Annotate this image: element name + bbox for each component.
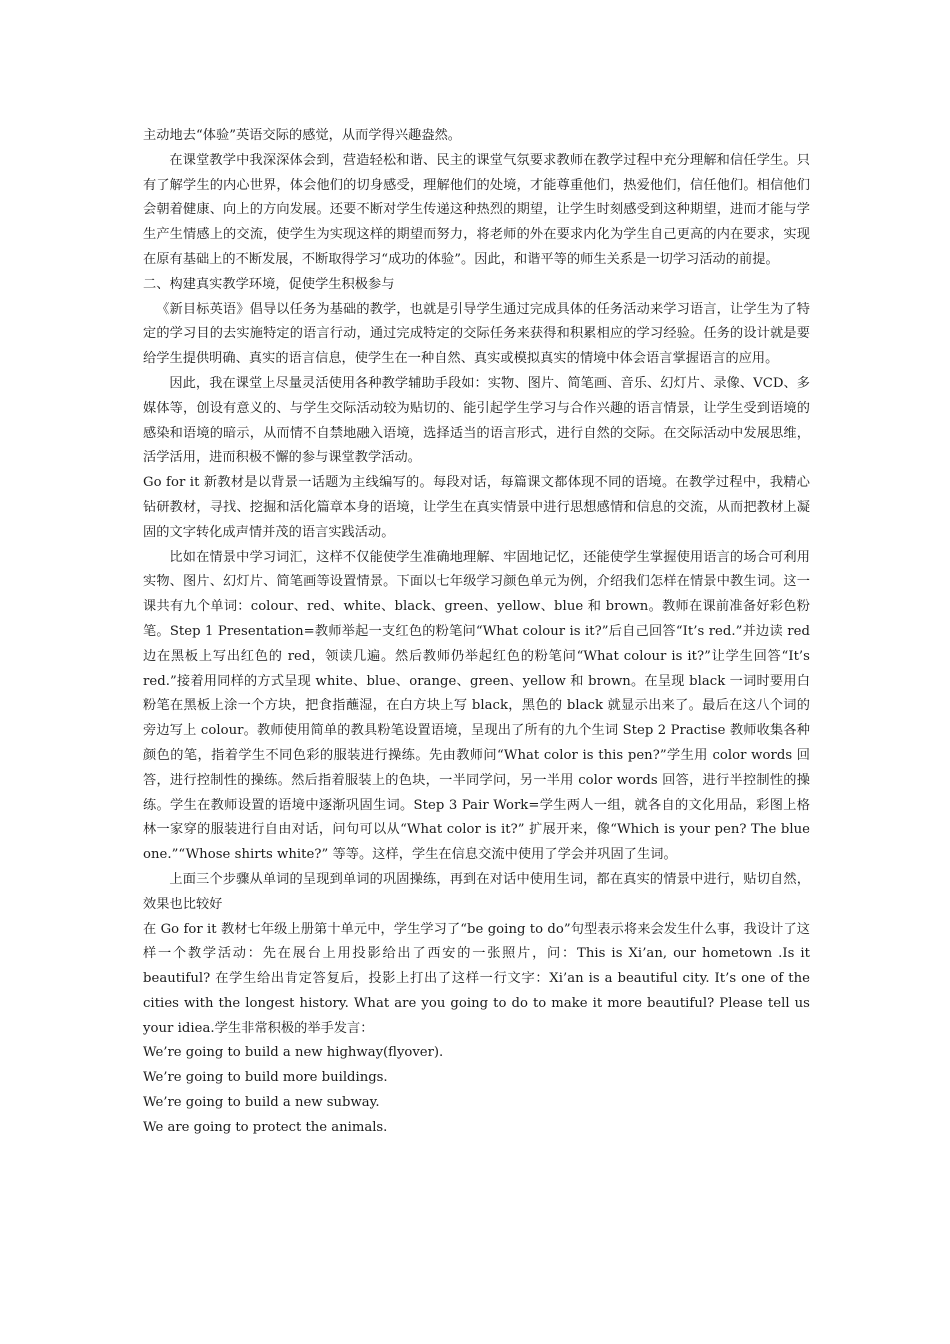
student-response: We’re going to build a new highway(flyover). (143, 1045, 444, 1061)
student-response: We’re going to build a new subway. (143, 1095, 380, 1111)
section-heading-two: 二、构建真实教学环境，促使学生积极参与 (143, 276, 395, 292)
student-response: We are going to protect the animals. (143, 1119, 388, 1135)
paragraph-task-based: 《新目标英语》倡导以任务为基础的教学，也就是引导学生通过完成具体的任务活动来学习语言，让学生为了特定的学习目的去实施特定的语言行动，通过完成特定的交际任务来获得和积累相应的学习经验。任务的设计就是要给学生提供明确、真实的语言信息，使学生在一种自然、真实或模拟真实的情境中体会语言掌握语言的应用。 (143, 301, 810, 367)
paragraph-go-for-it: Go for it 新教材是以背景一话题为主线编写的。每段对话，每篇课文都体现不同的语境。在教学过程中，我精心钻研教材，寻找、挖掘和活化篇章本身的语境，让学生在真实情景中进行思想感情和信息的交流，从而把教材上凝固的文字转化成声情并茂的语言实践活动。 (143, 475, 810, 540)
paragraph-be-going-to: 在 Go for it 教材七年级上册第十单元中，学生学习了“be going to do”句型表示将来会发生什么事，我设计了这样一个教学活动：先在展台上用投影给出了西安的一张照片，问：This is Xi’an, our hometown .Is it beautiful? 在学生给出肯定答复后，投影上打出了这样一行文字：Xi’an is a beautiful city. It’s one of the cities with the longest history. What are you going to do to make it more beautiful? Please tell us your idiea.学生非常积极的举手发言： (143, 921, 810, 1036)
paragraph-teaching-aids: 因此，我在课堂上尽量灵活使用各种教学辅助手段如：实物、图片、简笔画、音乐、幻灯片、录像、VCD、多媒体等，创设有意义的、与学生交际活动较为贴切的、能引起学生学习与合作兴趣的语言情景，让学生受到语境的感染和语境的暗示，从而情不自禁地融入语境，选择适当的语言形式，进行自然的交际。在交际活动中发展思维，活学活用，进而积极不懈的参与课堂教学活动。 (143, 375, 810, 466)
paragraph-colour-lesson: 比如在情景中学习词汇，这样不仅能使学生准确地理解、牢固地记忆，还能使学生掌握使用语言的场合可利用实物、图片、幻灯片、简笔画等设置情景。下面以七年级学习颜色单元为例，介绍我们怎样在情景中教生词。这一课共有九个单词：colour、red、white、black、green、yellow、blue 和 brown。教师在课前准备好彩色粉笔。Step 1 Presentation=教师举起一支红色的粉笔问“What colour is it?”后自己回答“It’s red.”并边读 red 边在黑板上写出红色的 red，领读几遍。然后教师仍举起红色的粉笔问“What colour is it?”让学生回答“It’s red.”接着用同样的方式呈现 white、blue、orange、green、yellow 和 brown。在呈现 black 一词时要用白粉笔在黑板上涂一个方块，把食指蘸湿，在白方块上写 black，黑色的 black 就显示出来了。最后在这八个词的旁边写上 colour。教师使用简单的教具粉笔设置语境，呈现出了所有的九个生词 Step 2 Practise 教师收集各种颜色的笔，指着学生不同色彩的服装进行操练。先由教师问“What color is this pen?”学生用 color words 回答，进行控制性的操练。然后指着服装上的色块，一半同学问，另一半用 color words 回答，进行半控制性的操练。学生在教师设置的语境中逐渐巩固生词。Step 3 Pair Work=学生两人一组，就各自的文化用品，彩图上格林一家穿的服装进行自由对话，问句可以从“What color is it?” 扩展开来，像“Which is your pen? The blue one.”“Whose shirts white?” 等等。这样，学生在信息交流中使用了学会并巩固了生词。 (143, 549, 810, 863)
student-response: We’re going to build more buildings. (143, 1070, 388, 1086)
paragraph-harmony: 在课堂教学中我深深体会到，营造轻松和谐、民主的课堂气氛要求教师在教学过程中充分理解和信任学生。只有了解学生的内心世界，体会他们的切身感受，理解他们的处境，才能尊重他们，热爱他们，信任他们。相信他们会朝着健康、向上的方向发展。还要不断对学生传递这种热烈的期望，让学生时刻感受到这种期望，进而才能与学生产生情感上的交流，使学生为实现这样的期望而努力，将老师的外在要求内化为学生自己更高的内在要求，实现在原有基础上的不断发展，不断取得学习“成功的体验”。因此，和谐平等的师生关系是一切学习活动的前提。 (143, 152, 810, 267)
paragraph-intro-end: 主动地去“体验”英语交际的感觉，从而学得兴趣盎然。 (143, 128, 462, 143)
document-page (143, 124, 810, 1141)
paragraph-three-steps: 上面三个步骤从单词的呈现到单词的巩固操练，再到在对话中使用生词，都在真实的情景中进行，贴切自然，效果也比较好 (143, 871, 810, 912)
